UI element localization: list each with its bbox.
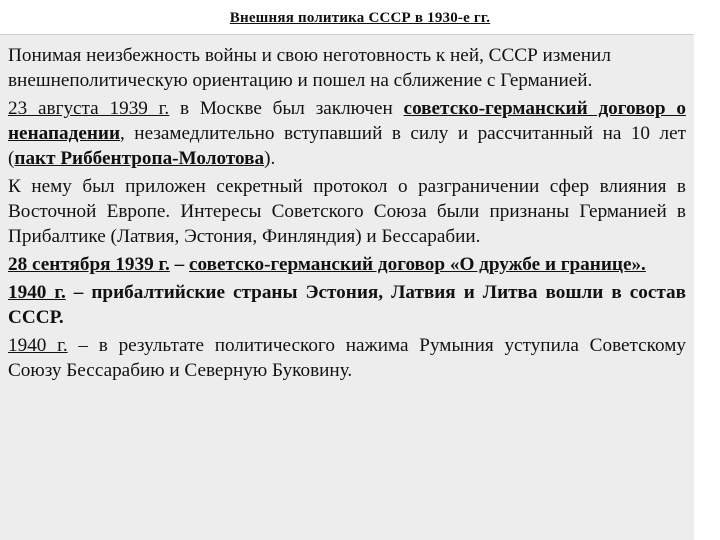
ribbentrop-molotov-pact: пакт Риббентропа-Молотова <box>14 148 265 169</box>
date-23-august-1939: 23 августа 1939 г. <box>8 98 170 119</box>
date-28-september-1939: 28 сентября 1939 г. <box>8 254 170 275</box>
baltic-text: – прибалтийские страны Эстония, Латвия и Литва вошли в состав СССР. <box>8 282 686 328</box>
pact-text-3: ). <box>264 148 276 169</box>
paragraph-bessarabia <box>8 333 686 383</box>
date-1940-baltic: 1940 г. <box>8 282 66 303</box>
title-bar <box>0 0 720 34</box>
rapprochement-text: Понимая неизбежность войны и свою неготовность к ней, СССР изменил внешнеполитическую ориентацию и пошел на сближение с Германией. <box>8 45 611 91</box>
content-area <box>0 34 694 540</box>
paragraph-rapprochement <box>8 43 686 93</box>
friendship-dash: – <box>169 254 190 275</box>
nonaggression-treaty: советско-германский договор о ненападении <box>8 98 687 144</box>
paragraph-baltic-states <box>8 280 686 330</box>
paragraph-friendship-treaty <box>8 252 686 277</box>
right-margin-strip <box>694 34 720 540</box>
paragraph-secret-protocol <box>8 174 686 249</box>
pact-text-1: в Москве был заключен <box>169 98 404 119</box>
paragraph-nonaggression-pact <box>8 96 686 171</box>
slide-title: Внешняя политика СССР в 1930-е гг. <box>229 9 491 26</box>
date-1940-bessarabia: 1940 г. <box>8 335 68 356</box>
pact-text-2: , незамедлительно вступавший в силу и рассчитанный на 10 лет ( <box>8 123 686 169</box>
bessarabia-text: – в результате политического нажима Румыния уступила Советскому Союзу Бессарабию и Северную Буковину. <box>8 335 686 381</box>
secret-protocol-text: К нему был приложен секретный протокол о разграничении сфер влияния в Восточной Европе. Интересы Советского Союза были признаны Германией в Прибалтике (Латвия, Эстония, Финляндия) и Бессарабии. <box>8 176 686 247</box>
friendship-border-treaty: советско-германский договор «О дружбе и границе». <box>189 254 646 275</box>
